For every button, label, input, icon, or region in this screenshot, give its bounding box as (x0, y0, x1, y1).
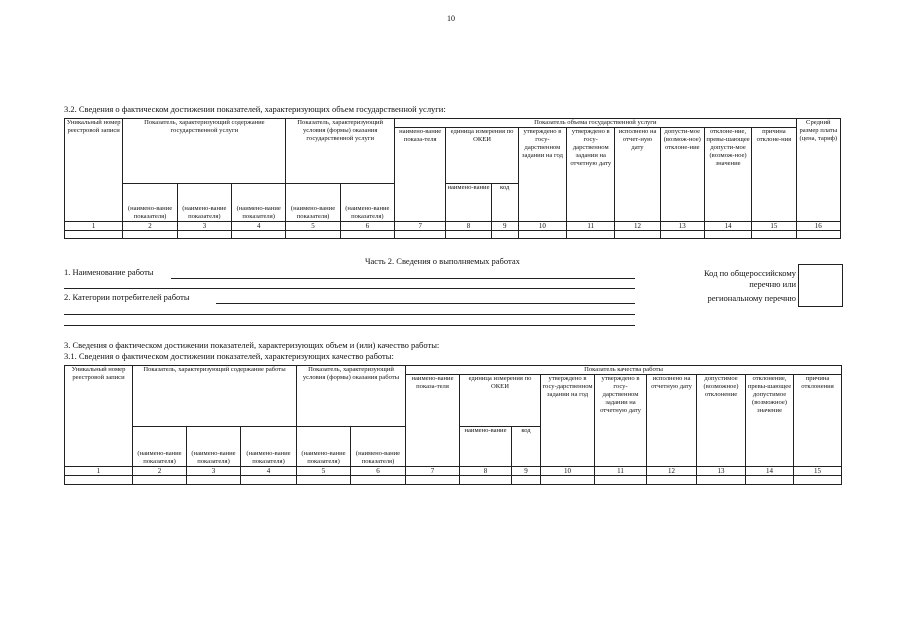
work-name-field[interactable] (171, 278, 635, 279)
code-label-line1: Код по общероссийскому (703, 268, 796, 278)
table-row (65, 476, 842, 485)
column-number: 13 (660, 221, 704, 230)
column-number: 15 (794, 467, 842, 476)
header-excess-deviation: отклонение, превы-шающее допустимое (возможное) значение (746, 375, 794, 467)
column-number: 3 (177, 221, 231, 230)
column-number: 7 (406, 467, 460, 476)
column-numbers-row (65, 221, 841, 230)
sub-label: (наимено-вание показателя) (340, 183, 394, 221)
header-avg-fee: Средний размер платы (цена, тариф) (796, 119, 840, 222)
column-number: 5 (286, 221, 340, 230)
page-number: 10 (447, 14, 455, 23)
header-indicator-name: наимено-вание показа-теля (406, 375, 460, 467)
column-number: 14 (746, 467, 794, 476)
header-unit: единица измерения по ОКЕИ (460, 375, 541, 427)
section-3-title: 3. Сведения о фактическом достижении показателей, характеризующих объем и (или) качество работы: (64, 340, 440, 350)
quality-indicators-table (64, 365, 842, 485)
column-number: 7 (395, 221, 446, 230)
column-number: 6 (351, 467, 406, 476)
sub-label: (наимено-вание показателя) (133, 427, 187, 467)
column-number: 13 (697, 467, 746, 476)
sub-label: (наимено-вание показателя) (286, 183, 340, 221)
column-number: 12 (647, 467, 697, 476)
section-3-1-title: 3.1. Сведения о фактическом достижении показателей, характеризующих качество работы: (64, 351, 394, 361)
column-number: 6 (340, 221, 394, 230)
header-unique-number: Уникальный номер реестровой записи (65, 119, 123, 222)
table-row (65, 231, 841, 239)
header-approved-date: утверждено в госу-дарственном задании на отчетную дату (567, 127, 615, 221)
header-unit-code: код (491, 183, 518, 221)
header-content-indicator: Показатель, характеризующий содержание государственной услуги (123, 119, 286, 184)
column-number: 4 (232, 221, 286, 230)
header-executed: исполнено на отчет-ную дату (615, 127, 660, 221)
column-number: 10 (518, 221, 566, 230)
header-approved-date: утверждено в госу-дарственном задании на отчетную дату (595, 375, 647, 467)
header-condition-indicator: Показатель, характеризующий условия (формы) оказания работы (297, 366, 406, 427)
part-2-title: Часть 2. Сведения о выполняемых работах (365, 256, 520, 266)
sub-label: (наимено-вание показателя) (232, 183, 286, 221)
column-number: 15 (752, 221, 796, 230)
header-reason: причина отклонения (794, 375, 842, 467)
code-label-line3: региональному перечню (707, 293, 796, 303)
header-executed: исполнено на отчетную дату (647, 375, 697, 467)
column-number: 14 (704, 221, 751, 230)
sub-label: (наимено-вание показателя) (297, 427, 351, 467)
header-excess-deviation: отклоне-ние, превы-шающее допусти-мое (возмож-ное) значение (704, 127, 751, 221)
column-number: 1 (65, 467, 133, 476)
header-approved-year: утверждено в госу-дарственном задании на год (518, 127, 566, 221)
header-unit-name: наимено-вание (460, 427, 512, 467)
column-numbers-row (65, 467, 842, 476)
consumers-field[interactable] (216, 303, 635, 304)
column-number: 1 (65, 221, 123, 230)
column-number: 16 (796, 221, 840, 230)
column-number: 8 (446, 221, 491, 230)
work-name-field-line-2[interactable] (64, 288, 635, 289)
header-allowed-deviation: допустимое (возможное) отклонение (697, 375, 746, 467)
column-number: 9 (512, 467, 541, 476)
header-unique-number: Уникальный номер реестровой записи (65, 366, 133, 467)
column-number: 10 (541, 467, 595, 476)
header-content-indicator: Показатель, характеризующий содержание работы (133, 366, 297, 427)
code-label-line2: перечню или (749, 279, 796, 289)
header-quality-indicator: Показатель качества работы (406, 366, 842, 375)
code-input-box[interactable] (798, 264, 843, 307)
sub-label: (наимено-вание показателя) (351, 427, 406, 467)
column-number: 11 (567, 221, 615, 230)
column-number: 12 (615, 221, 660, 230)
consumers-field-line-2[interactable] (64, 314, 635, 315)
header-allowed-deviation: допусти-мое (возмож-ное) отклоне-ние (660, 127, 704, 221)
header-unit: единица измерения по ОКЕИ (446, 127, 518, 183)
consumers-label: 2. Категории потребителей работы (64, 292, 190, 302)
header-reason: причина отклоне-ния (752, 127, 796, 221)
sub-label: (наимено-вание показателя) (123, 183, 177, 221)
sub-label: (наимено-вание показателя) (241, 427, 297, 467)
column-number: 2 (123, 221, 177, 230)
column-number: 2 (133, 467, 187, 476)
header-condition-indicator: Показатель, характеризующий условия (формы) оказания государственной услуги (286, 119, 395, 184)
column-number: 4 (241, 467, 297, 476)
work-name-label: 1. Наименование работы (64, 267, 154, 277)
sub-label: (наимено-вание показателя) (187, 427, 241, 467)
column-number: 3 (187, 467, 241, 476)
header-unit-name: наимено-вание (446, 183, 491, 221)
header-unit-code: код (512, 427, 541, 467)
column-number: 9 (491, 221, 518, 230)
consumers-field-line-3[interactable] (64, 325, 635, 326)
sub-label: (наимено-вание показателя) (177, 183, 231, 221)
header-volume-indicator: Показатель объема государственной услуги (395, 119, 797, 128)
volume-indicators-table (64, 118, 841, 239)
column-number: 11 (595, 467, 647, 476)
header-indicator-name: наимено-вание показа-теля (395, 127, 446, 221)
column-number: 5 (297, 467, 351, 476)
header-approved-year: утверждено в госу-дарственном задании на год (541, 375, 595, 467)
column-number: 8 (460, 467, 512, 476)
section-3-2-title: 3.2. Сведения о фактическом достижении показателей, характеризующих объем государственной услуги: (64, 104, 446, 114)
